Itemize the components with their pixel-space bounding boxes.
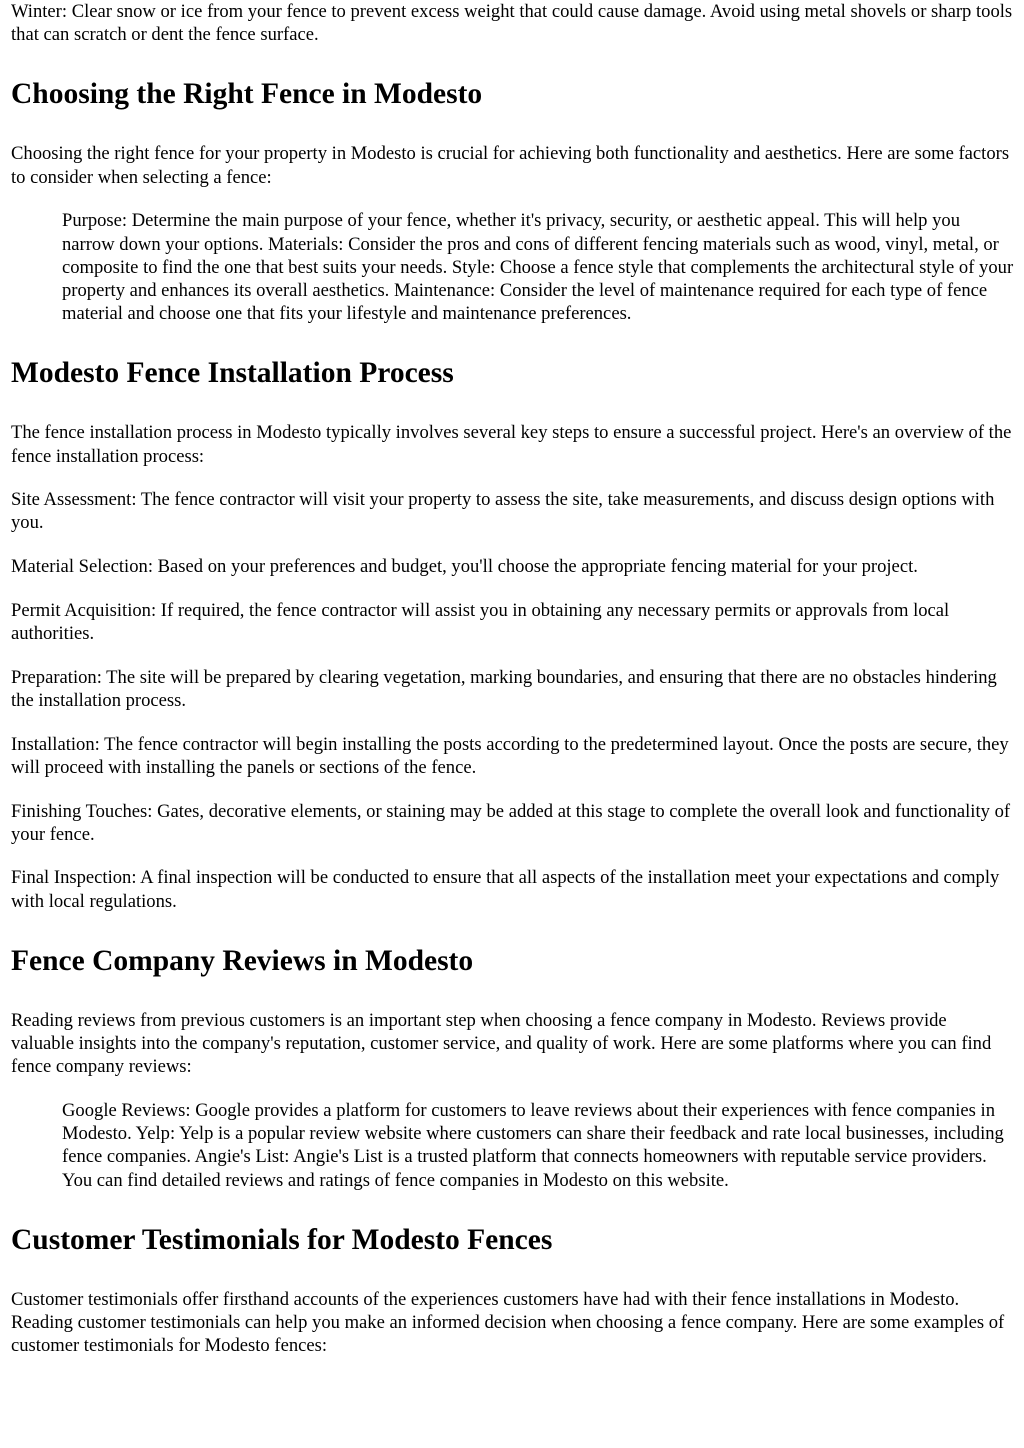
installation-paragraph: The fence installation process in Modesto typically involves several key steps to ensure a successful project. Here's an overview of the fence installation process: bbox=[11, 422, 1012, 467]
testimonials-paragraph: Customer testimonials offer firsthand accounts of the experiences customers have had with their fence installations in Modesto. Reading customer testimonials can help you make an informed decision when choosing a fence company. Here are some examples of customer testimonials for Modesto fences: bbox=[11, 1288, 1005, 1357]
installation-step-material-selection: Material Selection: Based on your preferences and budget, you'll choose the appropriate fencing material for your project. bbox=[11, 556, 918, 578]
installation-step-final-inspection: Final Inspection: A final inspection will be conducted to ensure that all aspects of the installation meet your expectations and comply with local regulations. bbox=[11, 867, 1000, 912]
installation-step-site-assessment: Site Assessment: The fence contractor will visit your property to assess the site, take measurements, and discuss design options with you. bbox=[11, 489, 995, 534]
winter-paragraph: Winter: Clear snow or ice from your fence to prevent excess weight that could cause damage. Avoid using metal shovels or sharp tools that can scratch or dent the fence surface. bbox=[11, 1, 1013, 46]
reviews-heading: Fence Company Reviews in Modesto bbox=[11, 944, 474, 977]
choosing-heading: Choosing the Right Fence in Modesto bbox=[11, 78, 483, 111]
reviews-platforms-quote: Google Reviews: Google provides a platform for customers to leave reviews about their experiences with fence companies in Modesto. Yelp: Yelp is a popular review website where customers can share their feedback and rate local businesses, including fence companies. Angie's List: Angie's List is a trusted platform that connects homeowners with reputable service providers. You can find detailed reviews and ratings of fence companies in Modesto on this website. bbox=[62, 1099, 1004, 1191]
reviews-paragraph: Reading reviews from previous customers is an important step when choosing a fence company in Modesto. Reviews provide valuable insights into the company's reputation, customer service, and quality of work. Here are some platforms where you can find fence company reviews: bbox=[11, 1009, 992, 1078]
installation-step-finishing-touches: Finishing Touches: Gates, decorative elements, or staining may be added at this stage to complete the overall look and functionality of your fence. bbox=[11, 800, 1011, 845]
installation-step-installation: Installation: The fence contractor will begin installing the posts according to the predetermined layout. Once the posts are secure, they will proceed with installing the panels or sections of the fence. bbox=[11, 733, 1009, 778]
installation-heading: Modesto Fence Installation Process bbox=[11, 357, 454, 390]
installation-step-preparation: Preparation: The site will be prepared by clearing vegetation, marking boundaries, and ensuring that there are no obstacles hindering the installation process. bbox=[11, 666, 997, 711]
installation-step-permit-acquisition: Permit Acquisition: If required, the fence contractor will assist you in obtaining any necessary permits or approvals from local authorities. bbox=[11, 599, 950, 645]
choosing-factors-quote: Purpose: Determine the main purpose of your fence, whether it's privacy, security, or aesthetic appeal. This will help you narrow down your options. Materials: Consider the pros and cons of different fencing materials such as wood, vinyl, metal, or composite to find the one that best suits your needs. Style: Choose a fence style that complements the architectural style of your property and enhances its overall aesthetics. Maintenance: Consider the level of maintenance required for each type of fence material and choose one that fits your lifestyle and maintenance preferences. bbox=[62, 210, 1014, 325]
choosing-paragraph: Choosing the right fence for your property in Modesto is crucial for achieving both functionality and aesthetics. Here are some factors to consider when selecting a fence: bbox=[11, 143, 1010, 188]
testimonials-heading: Customer Testimonials for Modesto Fences bbox=[11, 1223, 553, 1256]
